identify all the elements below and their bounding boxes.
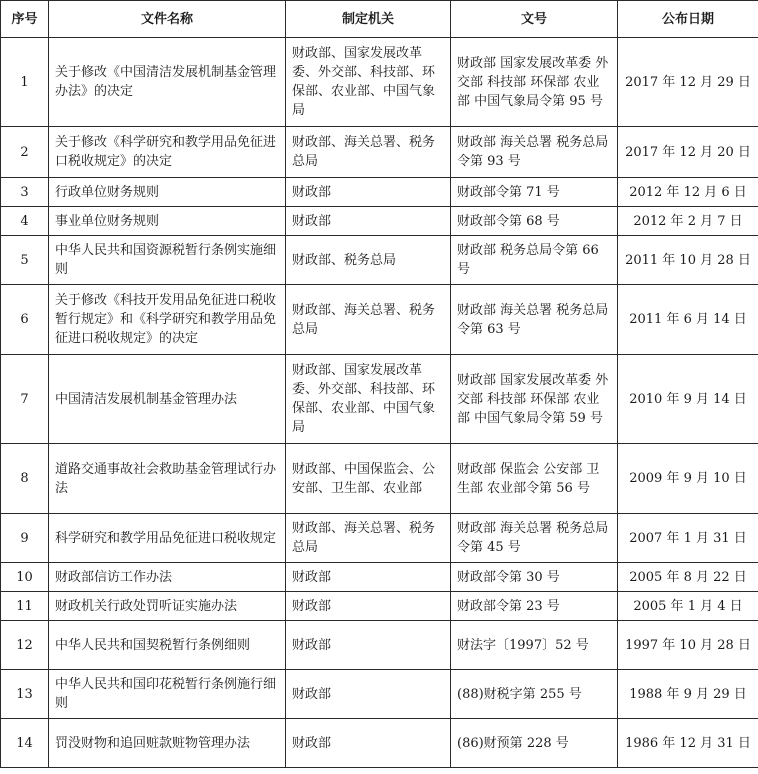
cell-title: 科学研究和教学用品免征进口税收规定 bbox=[49, 514, 286, 563]
header-no: 序号 bbox=[1, 1, 49, 38]
cell-agency: 财政部、海关总署、税务总局 bbox=[286, 514, 451, 563]
header-title: 文件名称 bbox=[49, 1, 286, 38]
cell-date: 1986 年 12 月 31 日 bbox=[618, 719, 758, 768]
cell-no: 8 bbox=[1, 444, 49, 514]
table-row bbox=[1, 38, 758, 127]
cell-title: 关于修改《科技开发用品免征进口税收暂行规定》和《科学研究和教学用品免征进口税收规定》的决定 bbox=[49, 285, 286, 355]
cell-no: 5 bbox=[1, 236, 49, 285]
cell-agency: 财政部、海关总署、税务总局 bbox=[286, 285, 451, 355]
table-row bbox=[1, 127, 758, 178]
cell-doc-no: 财政部 保监会 公安部 卫生部 农业部令第 56 号 bbox=[451, 444, 618, 514]
header-doc-no: 文号 bbox=[451, 1, 618, 38]
cell-date: 2009 年 9 月 10 日 bbox=[618, 444, 758, 514]
cell-agency: 财政部 bbox=[286, 592, 451, 621]
cell-doc-no: 财政部 海关总署 税务总局令第 93 号 bbox=[451, 127, 618, 178]
table-row bbox=[1, 592, 758, 621]
cell-no: 1 bbox=[1, 38, 49, 127]
cell-title: 行政单位财务规则 bbox=[49, 178, 286, 207]
cell-doc-no: 财政部令第 23 号 bbox=[451, 592, 618, 621]
cell-doc-no: 财政部令第 68 号 bbox=[451, 207, 618, 236]
cell-title: 中国清洁发展机制基金管理办法 bbox=[49, 355, 286, 444]
cell-title: 道路交通事故社会救助基金管理试行办法 bbox=[49, 444, 286, 514]
table-row bbox=[1, 207, 758, 236]
cell-title: 财政部信访工作办法 bbox=[49, 563, 286, 592]
cell-no: 4 bbox=[1, 207, 49, 236]
cell-no: 3 bbox=[1, 178, 49, 207]
cell-date: 2005 年 8 月 22 日 bbox=[618, 563, 758, 592]
cell-no: 11 bbox=[1, 592, 49, 621]
cell-date: 2011 年 6 月 14 日 bbox=[618, 285, 758, 355]
cell-no: 14 bbox=[1, 719, 49, 768]
cell-date: 2010 年 9 月 14 日 bbox=[618, 355, 758, 444]
cell-title: 中华人民共和国资源税暂行条例实施细则 bbox=[49, 236, 286, 285]
cell-title: 关于修改《科学研究和教学用品免征进口税收规定》的决定 bbox=[49, 127, 286, 178]
cell-agency: 财政部、国家发展改革委、外交部、科技部、环保部、农业部、中国气象局 bbox=[286, 355, 451, 444]
cell-date: 2007 年 1 月 31 日 bbox=[618, 514, 758, 563]
cell-title: 关于修改《中国清洁发展机制基金管理办法》的决定 bbox=[49, 38, 286, 127]
cell-agency: 财政部 bbox=[286, 563, 451, 592]
cell-no: 2 bbox=[1, 127, 49, 178]
cell-doc-no: 财政部 国家发展改革委 外交部 科技部 环保部 农业部 中国气象局令第 95 号 bbox=[451, 38, 618, 127]
cell-doc-no: 财法字〔1997〕52 号 bbox=[451, 621, 618, 670]
cell-doc-no: 财政部令第 71 号 bbox=[451, 178, 618, 207]
table-row bbox=[1, 178, 758, 207]
table-row bbox=[1, 444, 758, 514]
cell-no: 10 bbox=[1, 563, 49, 592]
cell-no: 12 bbox=[1, 621, 49, 670]
cell-agency: 财政部、海关总署、税务总局 bbox=[286, 127, 451, 178]
cell-doc-no: 财政部 海关总署 税务总局令第 63 号 bbox=[451, 285, 618, 355]
cell-title: 财政机关行政处罚听证实施办法 bbox=[49, 592, 286, 621]
cell-doc-no: 财政部 税务总局令第 66 号 bbox=[451, 236, 618, 285]
cell-title: 中华人民共和国印花税暂行条例施行细则 bbox=[49, 670, 286, 719]
cell-no: 13 bbox=[1, 670, 49, 719]
table-row bbox=[1, 236, 758, 285]
cell-agency: 财政部 bbox=[286, 670, 451, 719]
cell-title: 罚没财物和追回赃款赃物管理办法 bbox=[49, 719, 286, 768]
cell-date: 2005 年 1 月 4 日 bbox=[618, 592, 758, 621]
cell-no: 7 bbox=[1, 355, 49, 444]
cell-agency: 财政部 bbox=[286, 207, 451, 236]
cell-no: 6 bbox=[1, 285, 49, 355]
cell-date: 2012 年 2 月 7 日 bbox=[618, 207, 758, 236]
table-row bbox=[1, 563, 758, 592]
cell-title: 中华人民共和国契税暂行条例细则 bbox=[49, 621, 286, 670]
cell-date: 2012 年 12 月 6 日 bbox=[618, 178, 758, 207]
table-row bbox=[1, 670, 758, 719]
cell-agency: 财政部、国家发展改革委、外交部、科技部、环保部、农业部、中国气象局 bbox=[286, 38, 451, 127]
cell-agency: 财政部 bbox=[286, 719, 451, 768]
cell-date: 1988 年 9 月 29 日 bbox=[618, 670, 758, 719]
table-header-row bbox=[1, 1, 758, 38]
cell-doc-no: 财政部 海关总署 税务总局令第 45 号 bbox=[451, 514, 618, 563]
cell-date: 1997 年 10 月 28 日 bbox=[618, 621, 758, 670]
cell-date: 2017 年 12 月 20 日 bbox=[618, 127, 758, 178]
cell-doc-no: (86)财预第 228 号 bbox=[451, 719, 618, 768]
cell-date: 2011 年 10 月 28 日 bbox=[618, 236, 758, 285]
cell-date: 2017 年 12 月 29 日 bbox=[618, 38, 758, 127]
cell-agency: 财政部 bbox=[286, 178, 451, 207]
cell-agency: 财政部、税务总局 bbox=[286, 236, 451, 285]
table-row bbox=[1, 285, 758, 355]
header-date: 公布日期 bbox=[618, 1, 758, 38]
cell-title: 事业单位财务规则 bbox=[49, 207, 286, 236]
cell-doc-no: 财政部 国家发展改革委 外交部 科技部 环保部 农业部 中国气象局令第 59 号 bbox=[451, 355, 618, 444]
table-row bbox=[1, 719, 758, 768]
cell-doc-no: (88)财税字第 255 号 bbox=[451, 670, 618, 719]
table-row bbox=[1, 621, 758, 670]
header-agency: 制定机关 bbox=[286, 1, 451, 38]
table-row bbox=[1, 514, 758, 563]
cell-agency: 财政部 bbox=[286, 621, 451, 670]
cell-agency: 财政部、中国保监会、公安部、卫生部、农业部 bbox=[286, 444, 451, 514]
cell-doc-no: 财政部令第 30 号 bbox=[451, 563, 618, 592]
table-row bbox=[1, 355, 758, 444]
cell-no: 9 bbox=[1, 514, 49, 563]
